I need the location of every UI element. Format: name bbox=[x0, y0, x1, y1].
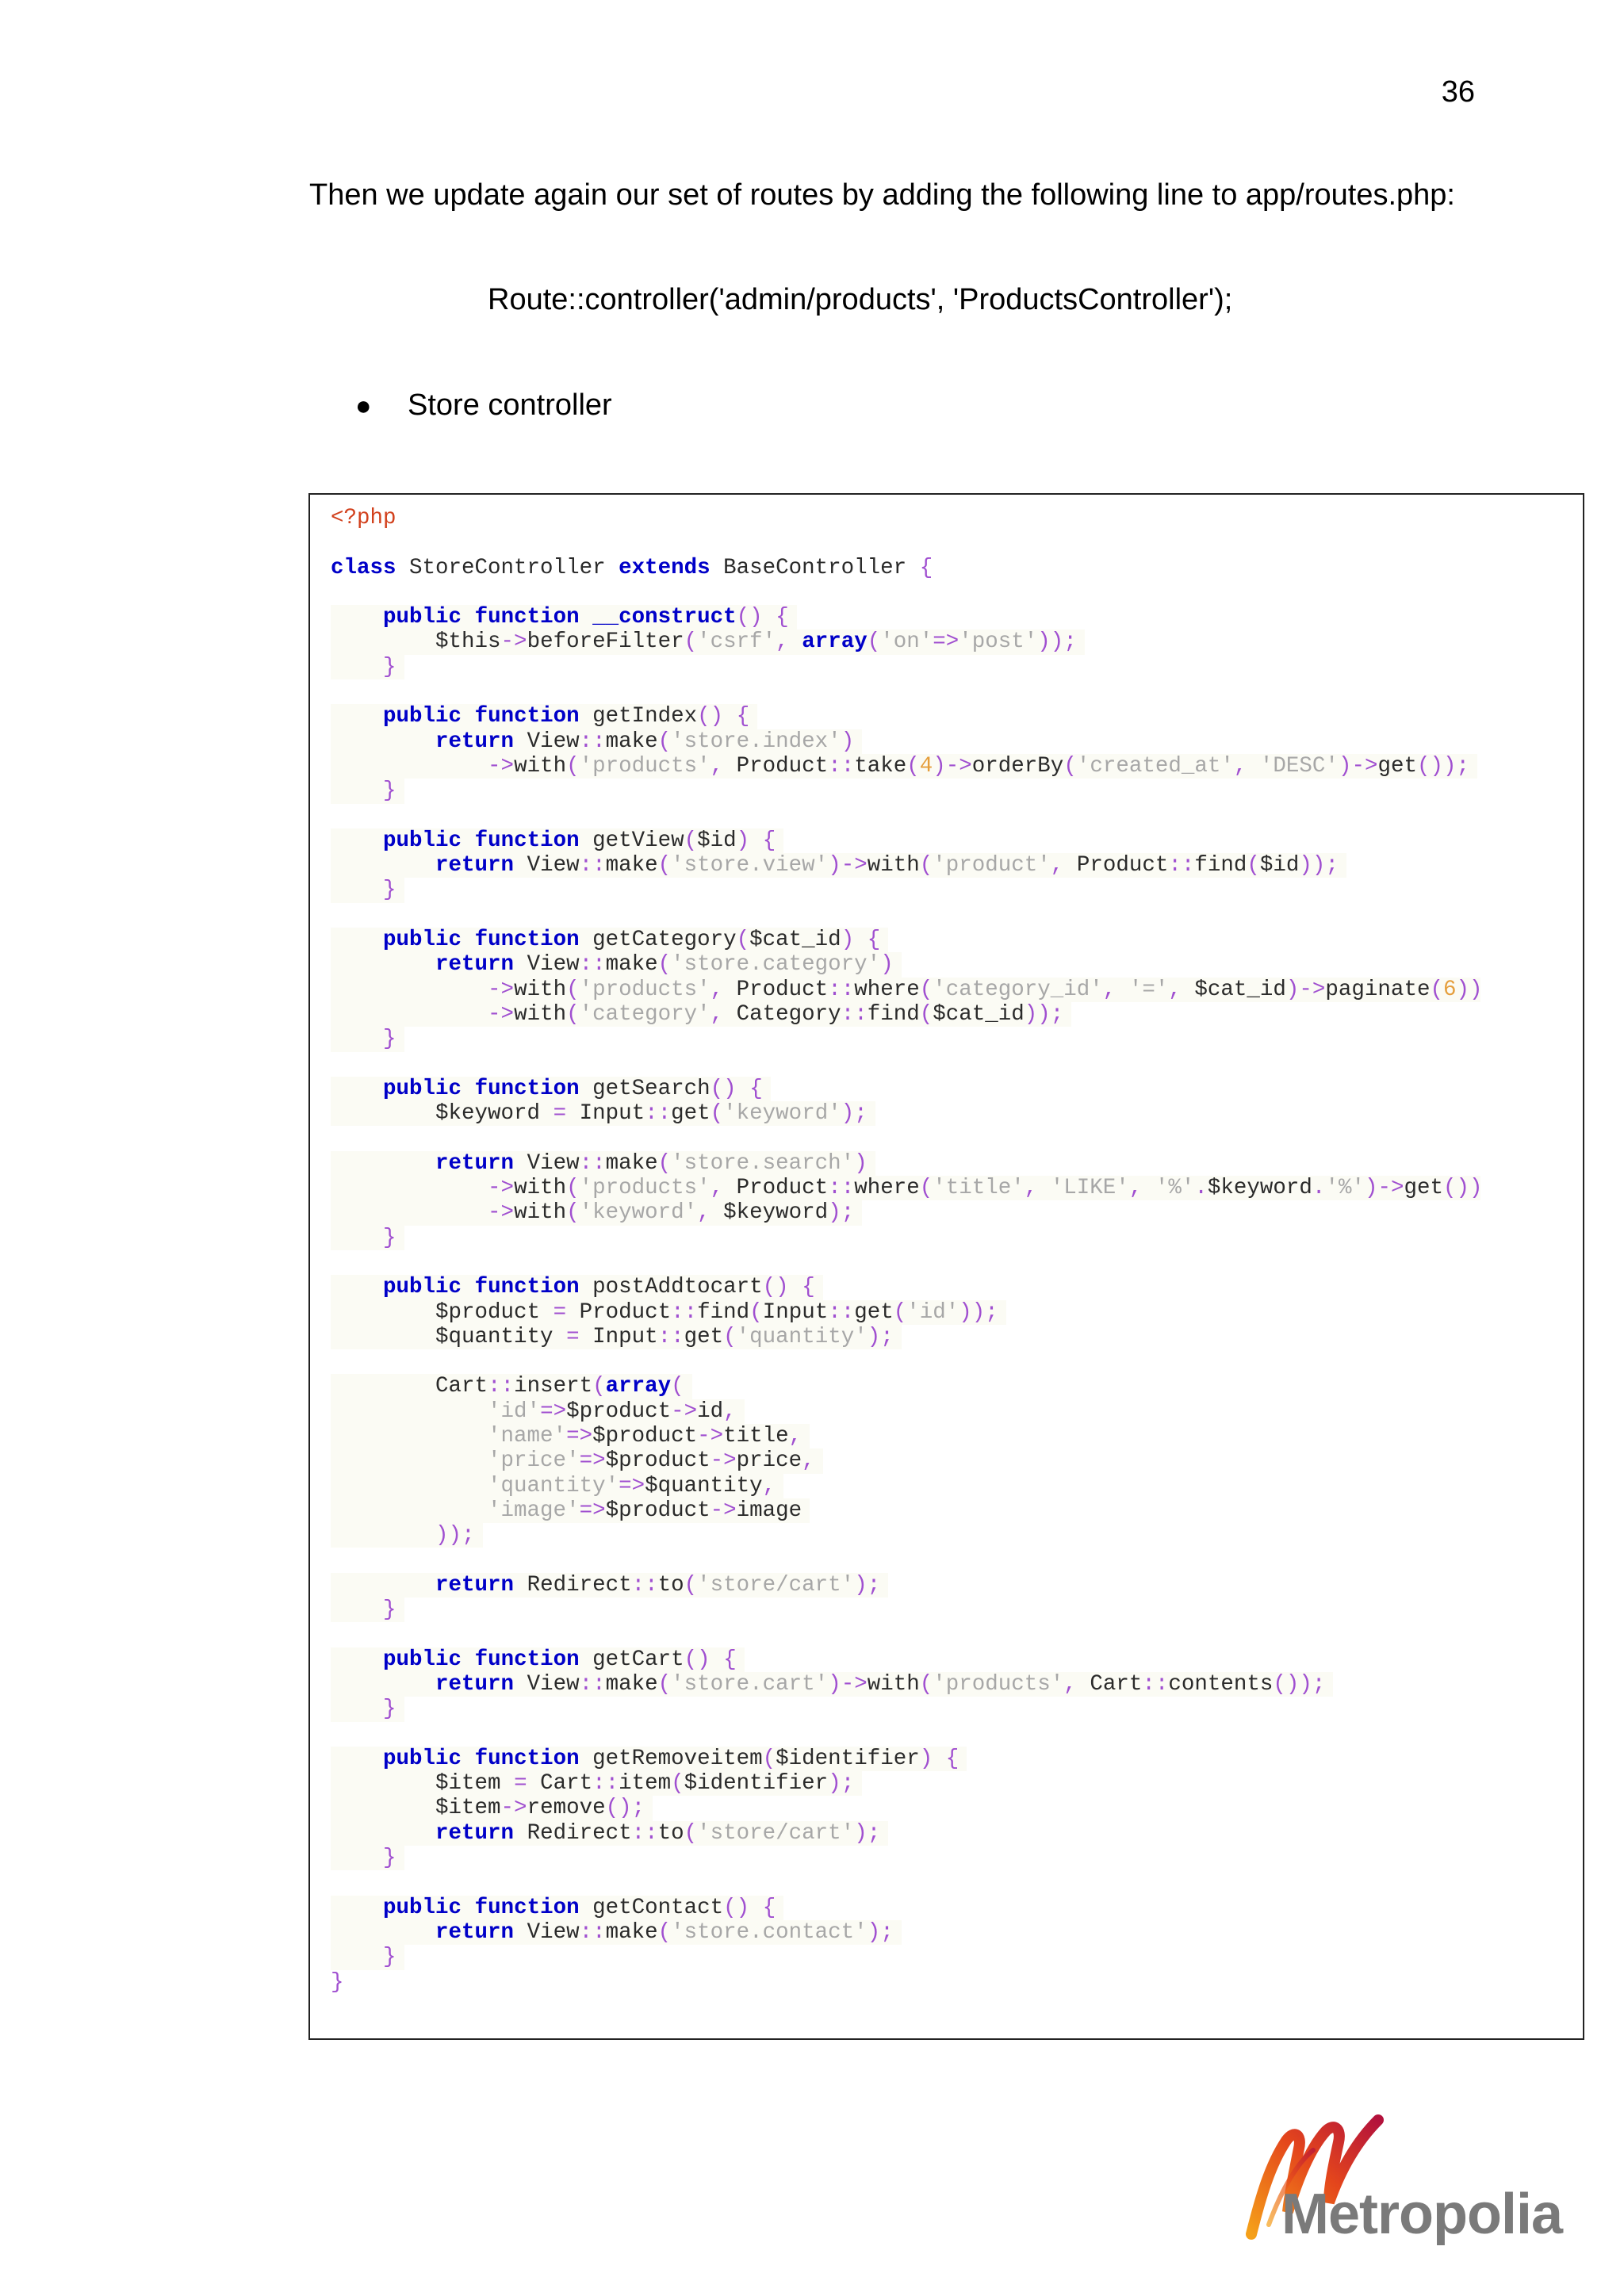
code-line: return Redirect::to('store/cart'); bbox=[331, 1821, 1483, 1846]
code-line: $keyword = Input::get('keyword'); bbox=[331, 1101, 1483, 1126]
code-line: $item->remove(); bbox=[331, 1796, 1483, 1820]
code-line: $this->beforeFilter('csrf', array('on'=>'post')); bbox=[331, 629, 1483, 654]
bullet-icon: ● bbox=[355, 391, 372, 421]
metropolia-logo-text: Metropolia bbox=[1281, 2183, 1563, 2246]
code-line: } bbox=[331, 1846, 1483, 1870]
bullet-label: Store controller bbox=[408, 388, 612, 422]
code-line bbox=[331, 903, 1483, 928]
code-line: ->with('products', Product::take(4)->orderBy('created_at', 'DESC')->get()); bbox=[331, 754, 1483, 779]
code-line: public function getContact() { bbox=[331, 1896, 1483, 1920]
code-line: return View::make('store.category') bbox=[331, 952, 1483, 977]
code-line: 'quantity'=>$quantity, bbox=[331, 1474, 1483, 1498]
code-line: ->with('products', Product::where('category_id', '=', $cat_id)->paginate(6)) bbox=[331, 978, 1483, 1002]
code-line bbox=[331, 530, 1483, 555]
code-line: return View::make('store.index') bbox=[331, 729, 1483, 754]
code-line: } bbox=[331, 655, 1483, 679]
code-line: public function getRemoveitem($identifier) { bbox=[331, 1747, 1483, 1771]
code-line: )); bbox=[331, 1523, 1483, 1548]
code-line: 'image'=>$product->image bbox=[331, 1498, 1483, 1523]
code-line bbox=[331, 804, 1483, 828]
code-line: $quantity = Input::get('quantity'); bbox=[331, 1325, 1483, 1349]
code-line: Cart::insert(array( bbox=[331, 1374, 1483, 1399]
code-line: } bbox=[331, 1027, 1483, 1051]
code-line: } bbox=[331, 1598, 1483, 1622]
code-line: $product = Product::find(Input::get('id')); bbox=[331, 1300, 1483, 1325]
code-line: } bbox=[331, 878, 1483, 902]
code-line: $item = Cart::item($identifier); bbox=[331, 1771, 1483, 1796]
code-line bbox=[331, 1548, 1483, 1572]
bullet-item bbox=[355, 388, 612, 423]
code-line bbox=[331, 679, 1483, 704]
code-line: return View::make('store.search') bbox=[331, 1151, 1483, 1176]
code-line: return View::make('store.contact'); bbox=[331, 1920, 1483, 1945]
code-listing-box bbox=[308, 493, 1584, 2040]
route-code-line: Route::controller('admin/products', 'ProductsController'); bbox=[488, 283, 1233, 316]
code-listing bbox=[331, 506, 1483, 1995]
code-line: } bbox=[331, 1945, 1483, 1969]
code-line bbox=[331, 1722, 1483, 1747]
code-line: public function getView($id) { bbox=[331, 828, 1483, 853]
metropolia-logo bbox=[1237, 2085, 1563, 2252]
code-line: ->with('products', Product::where('title', 'LIKE', '%'.$keyword.'%')->get()) bbox=[331, 1176, 1483, 1200]
code-line: public function __construct() { bbox=[331, 605, 1483, 629]
code-line: 'price'=>$product->price, bbox=[331, 1448, 1483, 1473]
code-line bbox=[331, 1349, 1483, 1374]
code-line: } bbox=[331, 1697, 1483, 1721]
code-line bbox=[331, 1622, 1483, 1647]
page-number: 36 bbox=[1441, 75, 1475, 109]
code-line: 'id'=>$product->id, bbox=[331, 1399, 1483, 1424]
code-line: ->with('category', Category::find($cat_id)); bbox=[331, 1002, 1483, 1027]
intro-paragraph: Then we update again our set of routes by adding the following line to app/routes.php: bbox=[309, 178, 1455, 212]
code-line: public function getIndex() { bbox=[331, 704, 1483, 729]
code-line: ->with('keyword', $keyword); bbox=[331, 1200, 1483, 1225]
code-line: <?php bbox=[331, 506, 396, 530]
code-line: } bbox=[331, 779, 1483, 803]
code-line: class StoreController extends BaseController { bbox=[331, 555, 933, 580]
code-line: return Redirect::to('store/cart'); bbox=[331, 1573, 1483, 1598]
code-line: public function postAddtocart() { bbox=[331, 1275, 1483, 1299]
code-line: public function getCategory($cat_id) { bbox=[331, 928, 1483, 952]
code-line: 'name'=>$product->title, bbox=[331, 1424, 1483, 1448]
code-line: return View::make('store.cart')->with('products', Cart::contents()); bbox=[331, 1672, 1483, 1697]
code-line bbox=[331, 580, 1483, 605]
code-line: } bbox=[331, 1226, 1483, 1250]
code-line bbox=[331, 1126, 1483, 1150]
code-line: public function getCart() { bbox=[331, 1647, 1483, 1672]
code-line: } bbox=[331, 1969, 344, 1995]
code-line: public function getSearch() { bbox=[331, 1077, 1483, 1101]
code-line bbox=[331, 1870, 1483, 1895]
code-line bbox=[331, 1052, 1483, 1077]
code-line: return View::make('store.view')->with('product', Product::find($id)); bbox=[331, 853, 1483, 878]
code-line bbox=[331, 1250, 1483, 1275]
